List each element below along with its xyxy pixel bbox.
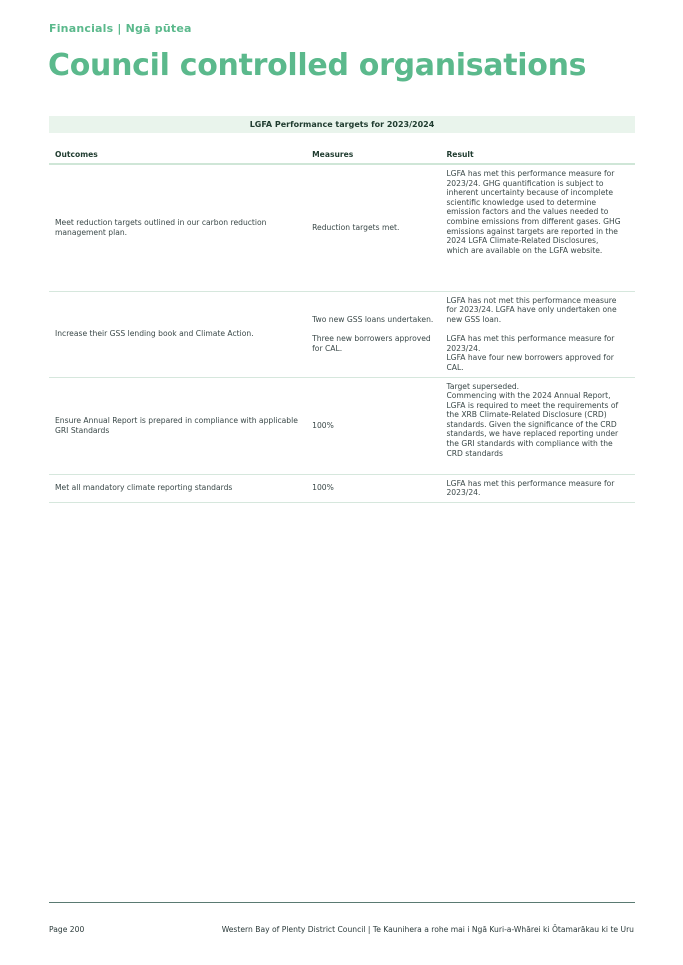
- table-row: [49, 291, 635, 377]
- result-text: LGFA has met this performance measure for 2023/24.: [446, 478, 615, 498]
- measure-text: Reduction targets met.: [312, 222, 400, 232]
- outcome-cell: Met all mandatory climate reporting standards: [49, 474, 306, 502]
- result-cell: [440, 291, 635, 377]
- measure-cell: [306, 377, 440, 474]
- result-text: LGFA have four new borrowers approved for CAL.: [446, 353, 614, 373]
- result-cell: [440, 377, 635, 474]
- measure-text: Two new GSS loans undertaken.: [312, 314, 434, 324]
- performance-table: [49, 147, 635, 503]
- section-name: Financials: [49, 22, 114, 35]
- result-cell: [440, 474, 635, 502]
- table-row: [49, 474, 635, 502]
- table-header-row: [49, 147, 635, 164]
- table-row: [49, 377, 635, 474]
- section-name-maori: Ngā pūtea: [125, 22, 192, 35]
- result-cell: [440, 164, 635, 291]
- outcome-cell: Ensure Annual Report is prepared in compliance with applicable GRI Standards: [49, 377, 306, 474]
- measure-cell: [306, 291, 440, 377]
- result-text: LGFA has met this performance measure for 2023/24. GHG quantification is subject to inherent uncertainty because of incomplete scientific knowledge used to determine emission factors and the values needed to combine emissions from different gases. GHG emissions against targets are reported in the 2024 LGFA Climate-Related Disclosures, which are available on the LGFA website.: [446, 169, 621, 255]
- result-text: Commencing with the 2024 Annual Report, LGFA is required to meet the requirements of the XRB Climate-Related Disclosure (CRD) standards. Given the significance of the CRD standards, we have replaced reporting under the GRI standards with compliance with the CRD standards: [446, 391, 619, 458]
- measure-cell: [306, 164, 440, 291]
- page-number: Page 200: [49, 925, 85, 934]
- result-text: LGFA has not met this performance measure for 2023/24. LGFA have only undertaken one new GSS loan.: [446, 295, 617, 324]
- footer-divider: [49, 902, 635, 903]
- table-row: [49, 164, 635, 291]
- result-text: Target superseded.: [446, 381, 520, 391]
- column-header-measures: Measures: [306, 147, 440, 164]
- outcome-cell: Meet reduction targets outlined in our carbon reduction management plan.: [49, 164, 306, 291]
- measure-cell: [306, 474, 440, 502]
- section-label: [49, 22, 192, 35]
- result-text: LGFA has met this performance measure for 2023/24.: [446, 334, 615, 353]
- measure-text: 100%: [312, 483, 334, 493]
- outcome-cell: Increase their GSS lending book and Climate Action.: [49, 291, 306, 377]
- measure-text: Three new borrowers approved for CAL.: [312, 334, 431, 353]
- measure-text: 100%: [312, 420, 334, 430]
- column-header-outcomes: Outcomes: [49, 147, 306, 164]
- column-header-result: Result: [440, 147, 635, 164]
- table-caption: LGFA Performance targets for 2023/2024: [49, 116, 635, 133]
- page-title: Council controlled organisations: [48, 48, 587, 83]
- publisher-credit: Western Bay of Plenty District Council | Te Kaunihera a rohe mai i Ngā Kuri-a-Whārei ki Ōtamarākau ki te Uru: [221, 925, 634, 934]
- section-separator: |: [117, 22, 122, 35]
